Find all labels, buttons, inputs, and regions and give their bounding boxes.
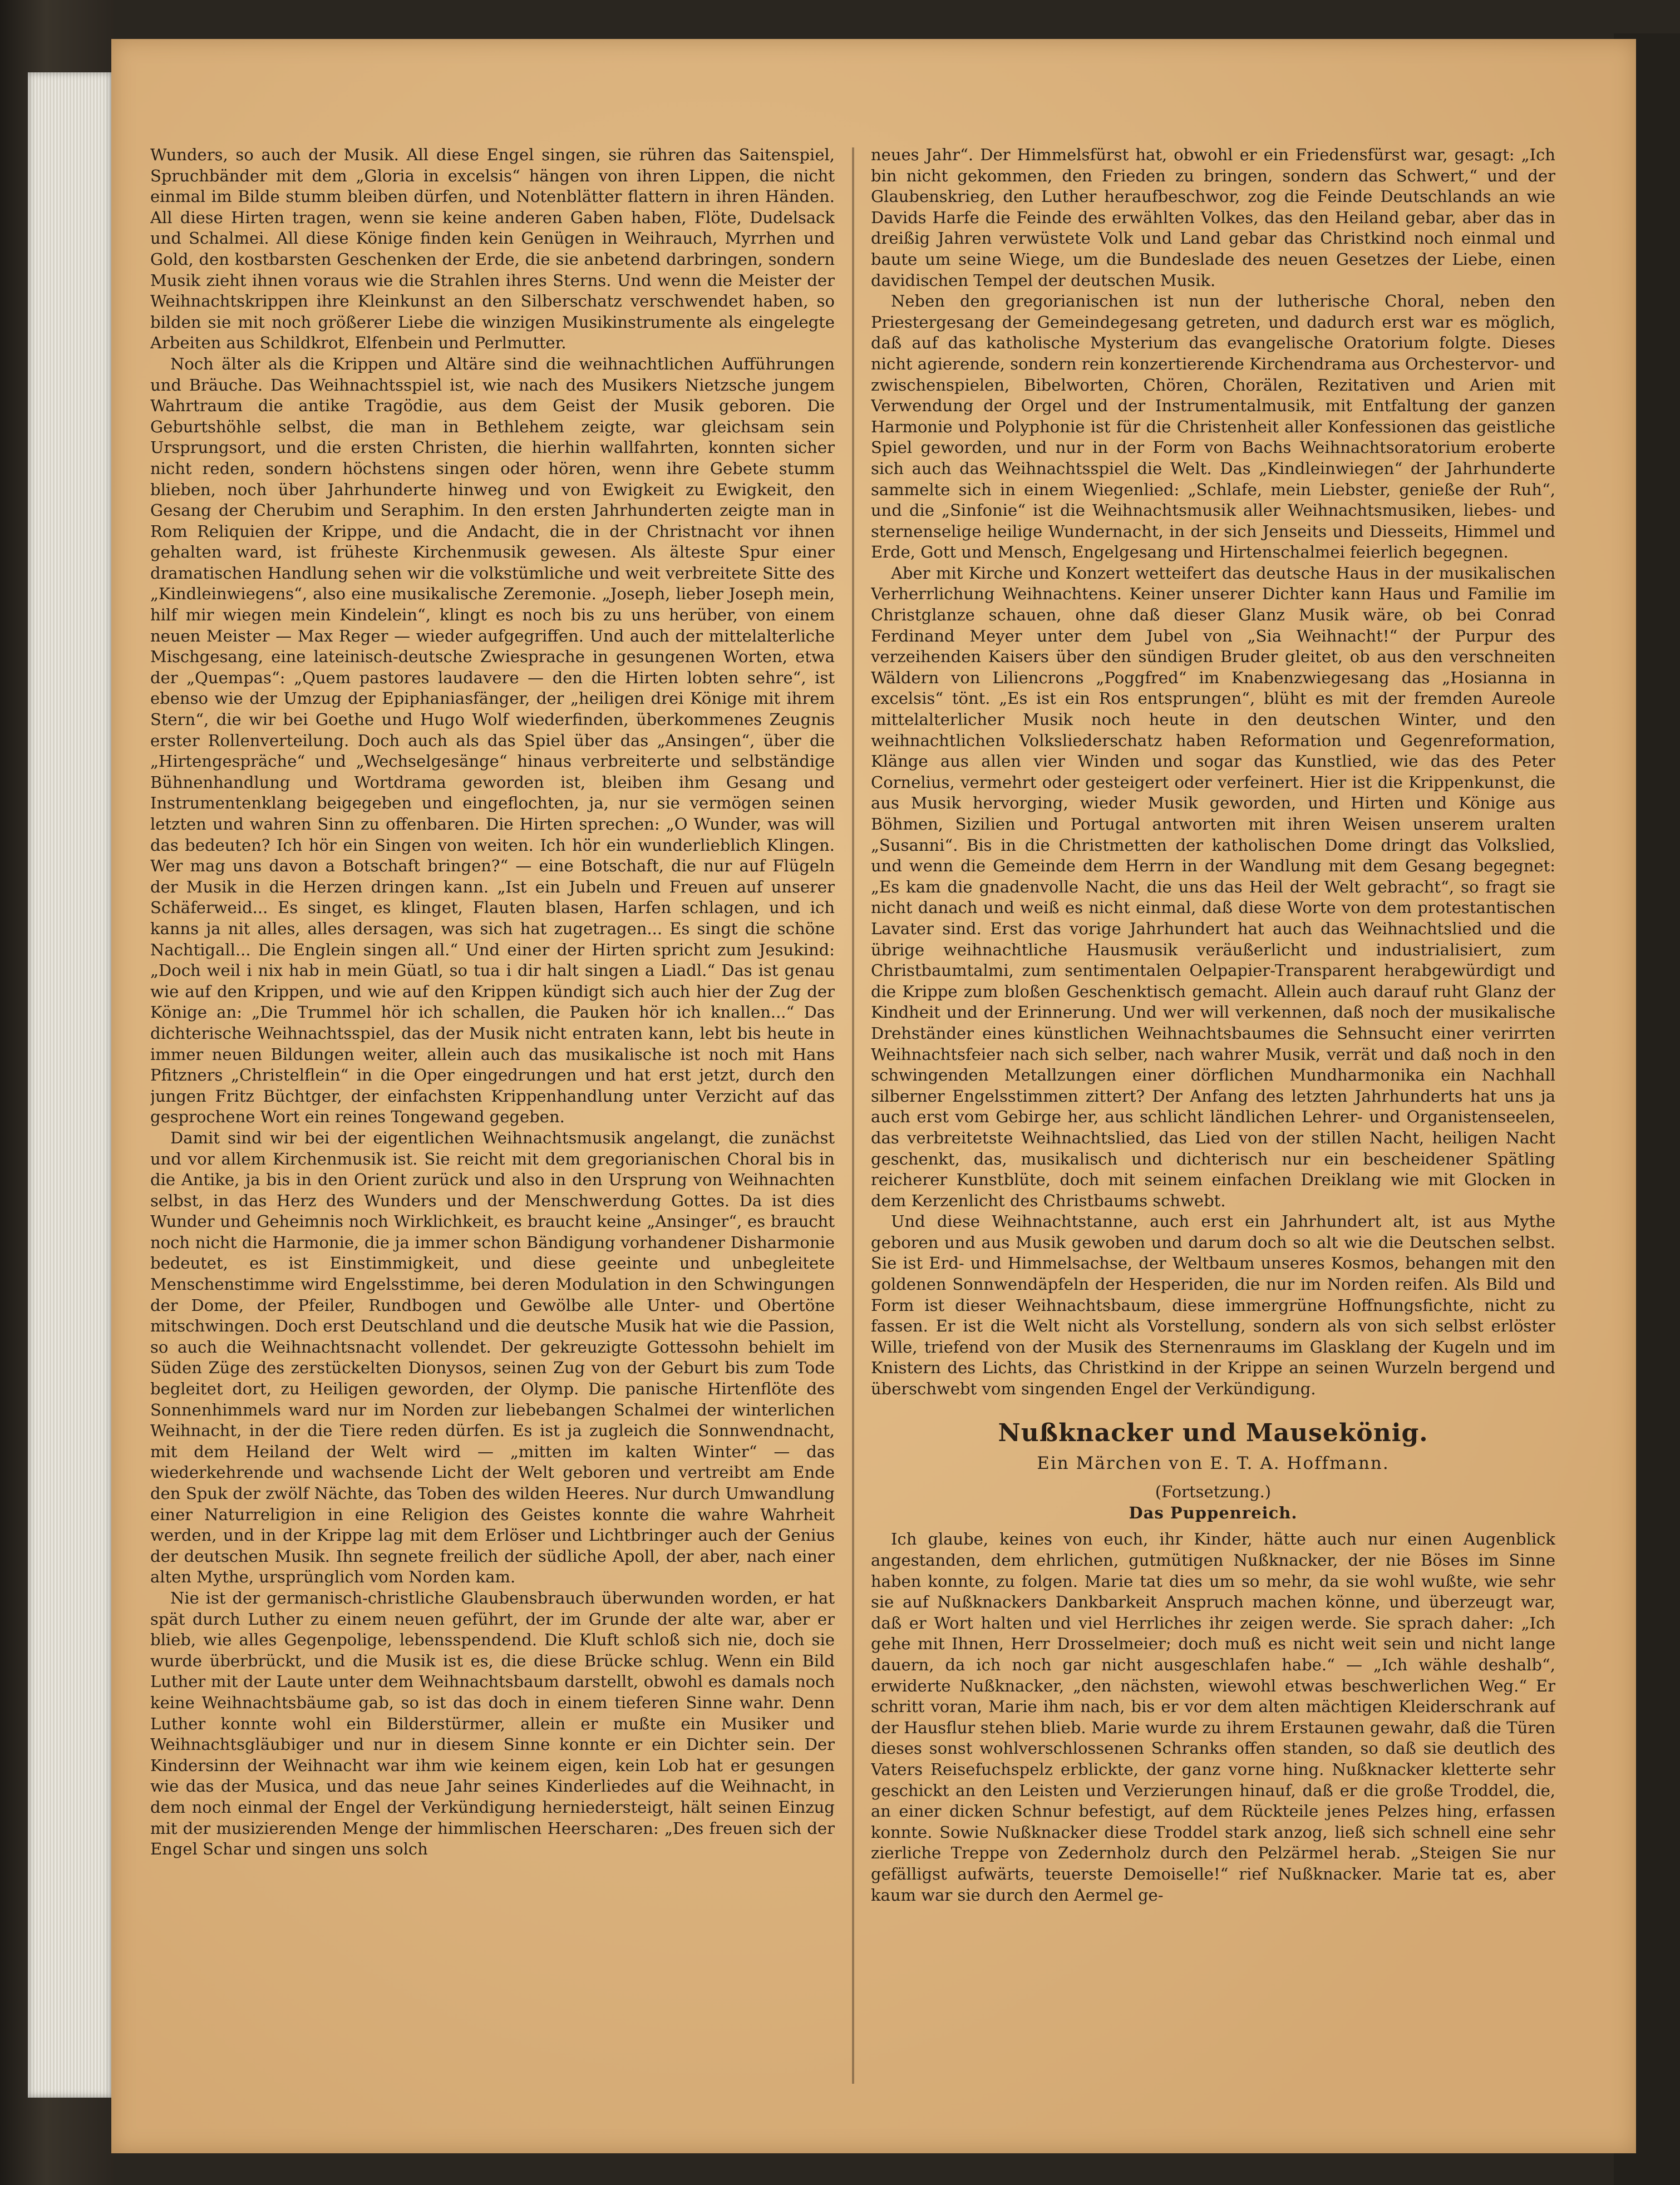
story-paragraph: Ich glaube, keines von euch, ihr Kinder, hätte auch nur einen Augenblick angestanden, dem ehrlichen, gutmütigen Nußknacker, der nie Böses im Sinne haben konnte, zu folgen. Marie tat dies um so mehr, da sie wohl wußte, wie sehr sie auf Nußknackers Dankbarkeit Anspruch machen könne, und überzeugt war, daß er Wort halten und viel Herrliches ihr zeigen werde. Sie sprach daher: „Ich gehe mit Ihnen, Herr Drosselmeier; doch muß es nicht weit sein und nicht lange dauern, da ich noch gar nicht ausgeschlafen habe.“ — „Ich wähle deshalb“, erwiderte Nußknacker, „den nächsten, wiewohl etwas beschwerlichen Weg.“ Er schritt voran, Marie ihm nach, bis er vor dem alten mächtigen Kleiderschrank auf der Hausflur stehen blieb. Marie wurde zu ihrem Erstaunen gewahr, daß die Türen dieses sonst wohlverschlossenen Schranks offen standen, so daß sie deutlich des Vaters Reisefuchspelz erblickte, der ganz vorne hing. Nußknacker kletterte sehr geschickt an den Leisten und Verzierungen hinauf, daß er die große Troddel, die, an einer dicken Schnur befestigt, auf dem Rückteile jenes Pelzes hing, erfassen konnte. Sowie Nußknacker diese Troddel stark anzog, ließ sich schnell eine sehr zierliche Treppe von Zedernholz durch den Pelzärmel herab. „Steigen Sie nur gefälligst aufwärts, teuerste Demoiselle!“ rief Nußknacker. Marie tat es, aber kaum war sie durch den Aermel ge-	[871, 1530, 1555, 1905]
paragraph: Damit sind wir bei der eigentlichen Weihnachtsmusik angelangt, die zunächst und vor allem Kirchenmusik ist. Sie reicht mit dem gregorianischen Choral bis in die Antike, ja bis in den Orient zurück und also in den Ursprung von Weihnachten selbst, in das Herz des Wunders und der Menschwerdung Gottes. Da ist dies Wunder und Geheimnis noch Wirklichkeit, es braucht keine „Ansinger“, es braucht noch nicht die Harmonie, die ja immer schon Bändigung vorhandener Disharmonie bedeutet, es ist Einstimmigkeit, und diese geeinte und unbegleitete Menschenstimme wird Engelsstimme, bei deren Modulation in den Schwingungen der Dome, der Pfeiler, Rundbogen und Gewölbe alle Unter- und Obertöne mitschwingen. Doch erst Deutschland und die deutsche Musik hat wie die Passion, so auch die Weihnachtsnacht vollendet. Der gekreuzigte Gottessohn behielt im Süden Züge des zerstückelten Dionysos, seinen Zug von der Geburt bis zum Tode begleitet dort, zu Heiligen geworden, der Olymp. Die panische Hirtenflöte des Sonnenhimmels ward nur im Norden zur liebebangen Schalmei der winterlichen Weihnacht, in der die Tiere reden dürfen. Es ist ja zugleich die Sonnwendnacht, mit dem Heiland der Welt wird — „mitten im kalten Winter“ — das wiederkehrende und wachsende Licht der Welt geboren und vertreibt am Ende den Spuk der zwölf Nächte, das Toben des wilden Heeres. Nur durch Umwandlung einer Naturreligion in eine Religion des Geistes konnte die wahre Wahrheit werden, und in der Krippe lag mit dem Erlöser und Lichtbringer auch der Genius der deutschen Musik. Ihn segnete freilich der südliche Apoll, der aber, nach einer alten Mythe, ursprünglich vom Norden kam.	[150, 1128, 835, 1587]
right-column	[871, 145, 1555, 2103]
story-continuation: (Fortsetzung.)	[1155, 1482, 1272, 1502]
paragraph: Nie ist der germanisch-christliche Glaubensbrauch überwunden worden, er hat spät durch Luther zu einem neuen geführt, der im Grunde der alte war, aber er blieb, wie alles Gegenpolige, lebensspendend. Die Kluft schloß sich nie, doch sie wurde überbrückt, und die Musik ist es, die diese Brücke schlug. Wenn ein Bild Luther mit der Laute unter dem Weihnachtsbaum darstellt, obwohl es damals noch keine Weihnachtsbäume gab, so ist das doch in einem tieferen Sinne wahr. Denn Luther konnte wohl ein Bilderstürmer, allein er mußte ein Musiker und Weihnachtsgläubiger und nur in diesem Sinne konnte er ein Dichter sein. Der Kindersinn der Weihnacht war ihm wie keinem eigen, kein Lob hat er gesungen wie das der Musica, und das neue Jahr seines Kinderliedes auf die Weihnacht, in dem noch einmal der Engel der Verkündigung herniedersteigt, hält seinen Einzug mit der musizierenden Menge der himmlischen Heerscharen: „Des freuen sich der Engel Schar und singen uns solch	[150, 1588, 835, 1859]
paragraph: neues Jahr“. Der Himmelsfürst hat, obwohl er ein Friedensfürst war, gesagt: „Ich bin nicht gekommen, den Frieden zu bringen, sondern das Schwert,“ und der Glaubenskrieg, den Luther heraufbeschwor, zog die Feinde Deutschlands an wie Davids Harfe die Feinde des erwählten Volkes, das den Heiland gebar, aber das in dreißig Jahren verwüstete Volk und Land gebar das Christkind noch einmal und baute um seine Wiege, um die Bundeslade des neuen Gesetzes der Liebe, einen davidischen Tempel der deutschen Musik.	[871, 145, 1555, 290]
paragraph: Wunders, so auch der Musik. All diese Engel singen, sie rühren das Saitenspiel, Spruchbänder mit dem „Gloria in excelsis“ hängen von ihren Lippen, die nicht einmal im Bilde stumm bleiben dürfen, und Notenblätter flattern in ihren Händen. All diese Hirten tragen, wenn sie keine anderen Gaben haben, Flöte, Dudelsack und Schalmei. All diese Könige finden kein Genügen in Weihrauch, Myrrhen und Gold, den kostbarsten Geschenken der Erde, die sie anbetend darbringen, sondern Musik zieht ihnen voraus wie die Strahlen ihres Sterns. Und wenn die Meister der Weihnachtskrippen ihre Kleinkunst an den Silberschatz verschwendet haben, so bilden sie mit noch größerer Liebe die winzigen Musikinstrumente als eingelegte Arbeiten aus Schildkrot, Elfenbein und Perlmutter.	[150, 145, 835, 353]
left-column	[150, 145, 835, 2103]
paragraph: Und diese Weihnachtstanne, auch erst ein Jahrhundert alt, ist aus Mythe geboren und aus Musik gewoben und darum doch so alt wie die Deutschen selbst. Sie ist Erd- und Himmelsachse, der Weltbaum unseres Kosmos, behangen mit den goldenen Sonnwendäpfeln der Hesperiden, die nur im Norden reifen. Als Bild und Form ist dieser Weihnachtsbaum, diese immergrüne Hoffnungsfichte, nicht zu fassen. Er ist die Welt nicht als Vorstellung, sondern als von sich selbst erlöster Wille, triefend von der Musik des Sternenraums im Glasklang der Kugeln und im Knistern des Lichts, das Christkind in der Krippe an seinen Wurzeln bergend und überschwebt vom singenden Engel der Verkündigung.	[871, 1212, 1555, 1399]
column-divider	[852, 147, 854, 2084]
paragraph: Aber mit Kirche und Konzert wetteifert das deutsche Haus in der musikalischen Verherrlichung Weihnachtens. Keiner unserer Dichter kann Haus und Familie im Christglanze schauen, ohne daß dieser Glanz Musik wäre, ob bei Conrad Ferdinand Meyer unter dem Jubel von „Sia Weihnacht!“ der Purpur des verzeihenden Kaisers über den sündigen Bruder gleitet, ob aus den verschneiten Wäldern von Liliencrons „Poggfred“ im Knabenzwiegesang das „Hosianna in excelsis“ tönt. „Es ist ein Ros entsprungen“, blüht es mit der fremden Aureole mittelalterlicher Musik noch heute in den deutschen Winter, und den weihnachtlichen Volksliederschatz haben Reformation und Gegenreformation, Klänge aus allen vier Winden und sogar das Kunstlied, wie das des Peter Cornelius, vermehrt oder gesteigert oder verfeinert. Hier ist die Krippenkunst, die aus Musik hervorging, wieder Musik geworden, und Hirten und Könige aus Böhmen, Sizilien und Portugal antworten mit ihren Weisen unserem uralten „Susanni“. Bis in die Christmetten der katholischen Dome dringt das Volkslied, und wenn die Gemeinde dem Herrn in der Wandlung mit dem Gesang begegnet: „Es kam die gnadenvolle Nacht, die uns das Heil der Welt gebracht“, so fragt sie nicht danach und weiß es nicht einmal, daß diese Worte von dem protestantischen Lavater sind. Erst das vorige Jahrhundert hat auch das Weihnachtslied und die übrige weihnachtliche Hausmusik veräußerlicht und industrialisiert, zum Christbaumtalmi, zum sentimentalen Oelpapier-Transparent herabgewürdigt und die Krippe zum bloßen Geschenktisch gemacht. Allein auch darauf ruht Glanz der Kindheit und der Erinnerung. Und wer will verkennen, daß noch der musikalische Drehständer eines künstlichen Weihnachtsbaumes die Sehnsucht einer verirrten Weihnachtsfeier nach sich selber, nach wahrer Musik, verrät und daß noch in den schwingenden Metallzungen einer dörflichen Mundharmonika ein Nachhall silberner Engelsstimmen zittert? Der Anfang des letzten Jahrhunderts hat uns ja auch erst vom Gebirge her, aus schlicht ländlichen Lehrer- und Organistenseelen, das verbreitetste Weihnachtslied, das Lied von der stillen Nacht, heiligen Nacht geschenkt, das, musikalisch und dichterisch nur ein bescheidener Spätling reicherer Kunstblüte, doch mit seinem einfachen Dreiklang wie mit Glocken in dem Kerzenlicht des Christbaums schwebt.	[871, 563, 1555, 1210]
story-byline: Ein Märchen von E. T. A. Hoffmann.	[1037, 1453, 1390, 1473]
paragraph: Neben den gregorianischen ist nun der lutherische Choral, neben den Priestergesang der Gemeindegesang getreten, und dadurch erst war es möglich, daß auf das katholische Mysterium das evangelische Oratorium folgte. Dieses nicht agierende, sondern rein konzertierende Kirchendrama aus Orchestervor- und zwischenspielen, Bibelworten, Chören, Chorälen, Rezitativen und Arien mit Verwendung der Orgel und der Instrumentalmusik, mit Entfaltung der ganzen Harmonie und Polyphonie ist für die Christenheit aller Konfessionen das geistliche Spiel geworden, und nur in der Form von Bachs Weihnachtsoratorium eroberte sich auch das Weihnachtsspiel die Welt. Das „Kindleinwiegen“ der Jahrhunderte sammelte sich in einem Wiegenlied: „Schlafe, mein Liebster, genieße der Ruh“, und die „Sinfonie“ ist die Weihnachtsmusik aller Weihnachtsmusiken, liebes- und sternenselige heilige Wundernacht, in der sich Jenseits und Diesseits, Himmel und Erde, Gott und Mensch, Engelgesang und Hirtenschalmei feierlich begegnen.	[871, 292, 1555, 562]
newspaper-page	[111, 39, 1636, 2153]
story-title: Nußknacker und Mausekönig.	[998, 1418, 1428, 1447]
paragraph: Noch älter als die Krippen und Altäre sind die weihnachtlichen Aufführungen und Bräuche. Das Weihnachtsspiel ist, wie nach des Musikers Nietzsche jungem Wahrtraum die antike Tragödie, aus dem Geist der Musik geboren. Die Geburtshöhle selbst, die man in Bethlehem zeigte, war gleichsam sein Ursprungsort, und die ersten Christen, die hierhin wallfahrten, konnten sicher nicht reden, sondern höchstens singen oder hören, wenn ihre Gebete stumm blieben, noch über Jahrhunderte hinweg und von Ewigkeit zu Ewigkeit, den Gesang der Cherubim und Seraphim. In den ersten Jahrhunderten zeigte man in Rom Reliquien der Krippe, und die Andacht, die in der Christnacht vor ihnen gehalten ward, ist früheste Kirchenmusik gewesen. Als älteste Spur einer dramatischen Handlung sehen wir die volkstümliche und weit verbreitete Sitte des „Kindleinwiegens“, also eine musikalische Zeremonie. „Joseph, lieber Joseph mein, hilf mir wiegen mein Kindelein“, klingt es noch bis zu uns herüber, von einem neuen Meister — Max Reger — wieder aufgegriffen. Und auch der mittelalterliche Mischgesang, eine lateinisch-deutsche Zwiesprache in gesungenen Worten, etwa der „Quempas“: „Quem pastores laudavere — den die Hirten lobten sehre“, ist ebenso wie der Umzug der Epiphaniasfänger, der „heiligen drei Könige mit ihrem Stern“, die wir bei Goethe und Hugo Wolf wiederfinden, überkommenes Zeugnis erster Rollenverteilung. Doch auch als das Spiel über das „Ansingen“, über die „Hirtengespräche“ und „Wechselgesänge“ hinaus verbreiterte und selbständige Bühnenhandlung und Wortdrama geworden ist, bleiben ihm Gesang und Instrumentenklang beigegeben und eingeflochten, ja, nur sie vermögen seinen letzten und wahren Sinn zu offenbaren. Die Hirten sprechen: „O Wunder, was will das bedeuten? Ich hör ein Singen von weiten. Ich hör ein wunderlieblich Klingen. Wer mag uns davon a Botschaft bringen?“ — eine Botschaft, die nur auf Flügeln der Musik in die Herzen dringen kann. „Ist ein Jubeln und Freuen auf unserer Schäferweid... Es singet, es klinget, Flauten blasen, Harfen schlagen, und ich kanns ja nit alles, alles dersagen, was sich hat zugetragen... Es singt die schöne Nachtigall... Die Englein singen all.“ Und einer der Hirten spricht zum Jesukind: „Doch weil i nix hab in mein Güatl, so tua i dir halt singen a Liadl.“ Das ist genau wie auf den Krippen, und wie auf den Krippen kündigt sich auch hier der Zug der Könige an: „Die Trummel hör ich schallen, die Pauken hör ich knallen...“ Das dichterische Weihnachtsspiel, das der Musik nicht entraten kann, lebt bis heute in immer neuen Bildungen weiter, allein auch das musikalische ist noch mit Hans Pfitzners „Christelflein“ in die Oper eingedrungen und hat erst jetzt, durch den jungen Fritz Büchtger, der einfachsten Krippenhandlung unter Verzicht auf das gesprochene Wort ein reines Tongewand gegeben.	[150, 354, 835, 1127]
story-chapter-title: Das Puppenreich.	[1129, 1503, 1298, 1522]
spine-cloth	[28, 72, 111, 2098]
